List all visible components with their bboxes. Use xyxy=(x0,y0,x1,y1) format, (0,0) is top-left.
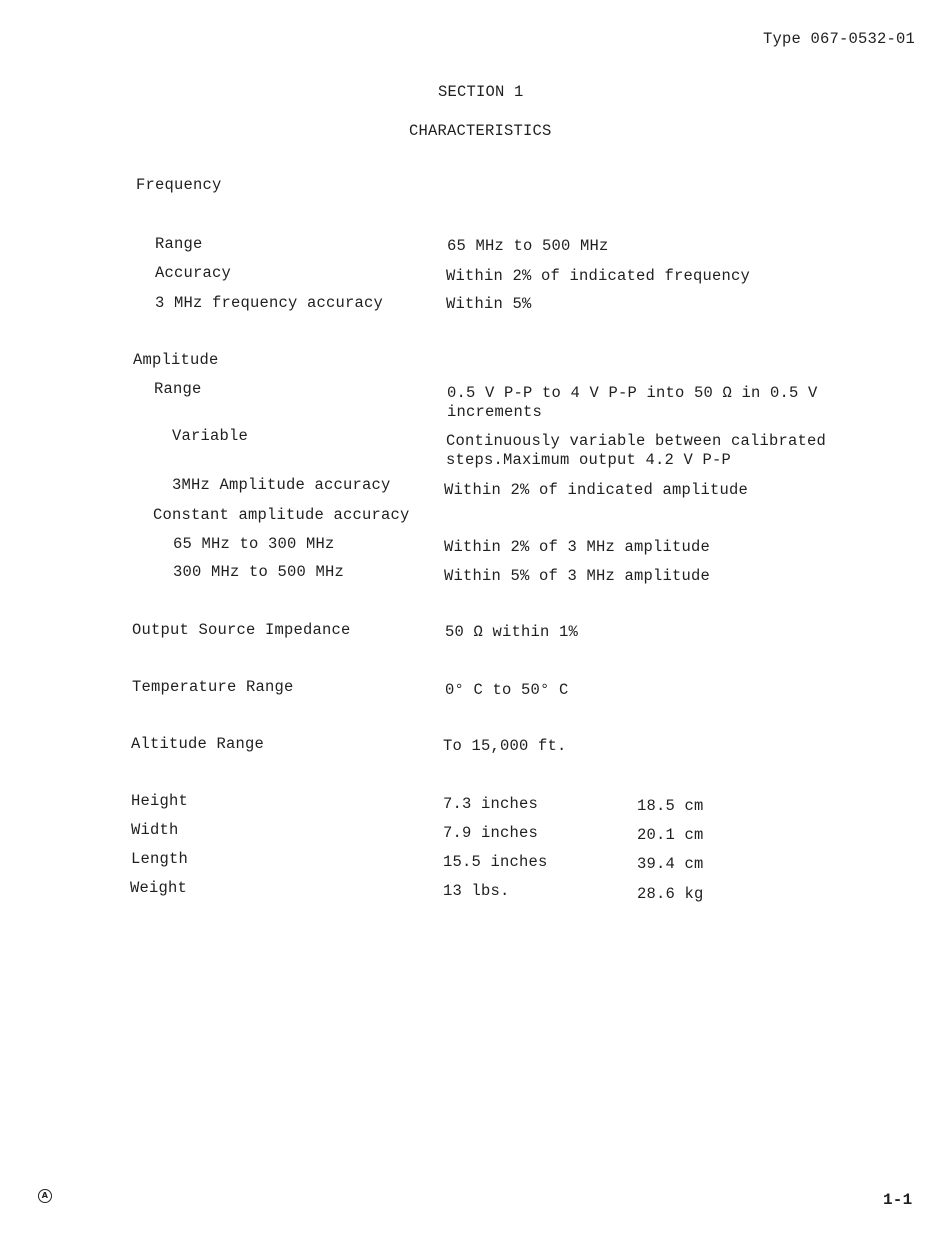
section-number: SECTION 1 xyxy=(438,83,524,101)
dimension-metric: 18.5 cm xyxy=(637,797,704,815)
frequency-accuracy-value: Within 2% of indicated frequency xyxy=(446,267,751,285)
band1-label: 65 MHz to 300 MHz xyxy=(173,535,335,553)
dimension-metric: 28.6 kg xyxy=(637,885,704,903)
amplitude-3mhz-accuracy-value: Within 2% of indicated amplitude xyxy=(444,481,749,499)
amplitude-variable-value: Continuously variable between calibrated steps.Maximum output 4.2 V P-P xyxy=(446,432,827,469)
amplitude-range-label: Range xyxy=(154,380,202,398)
dimension-metric: 39.4 cm xyxy=(637,855,704,873)
frequency-3mhz-label: 3 MHz frequency accuracy xyxy=(155,294,384,312)
dimension-label: Length xyxy=(131,850,189,868)
frequency-3mhz-value: Within 5% xyxy=(446,295,532,313)
page-number: 1-1 xyxy=(883,1191,913,1209)
publisher-logo-icon xyxy=(38,1185,52,1203)
frequency-accuracy-label: Accuracy xyxy=(155,264,232,282)
frequency-heading: Frequency xyxy=(136,176,222,194)
band1-value: Within 2% of 3 MHz amplitude xyxy=(444,538,711,556)
frequency-range-label: Range xyxy=(155,235,203,253)
band2-label: 300 MHz to 500 MHz xyxy=(173,563,345,581)
constant-amplitude-label: Constant amplitude accuracy xyxy=(153,506,410,524)
temperature-value: 0° C to 50° C xyxy=(445,681,569,699)
document-type: Type 067-0532-01 xyxy=(763,30,916,48)
logo-letter: A xyxy=(38,1189,52,1203)
impedance-value: 50 Ω within 1% xyxy=(445,623,579,641)
impedance-label: Output Source Impedance xyxy=(132,621,351,639)
dimension-label: Width xyxy=(131,821,179,839)
amplitude-heading: Amplitude xyxy=(133,351,219,369)
frequency-range-value: 65 MHz to 500 MHz xyxy=(447,237,609,255)
dimension-label: Weight xyxy=(130,879,188,897)
amplitude-3mhz-accuracy-label: 3MHz Amplitude accuracy xyxy=(172,476,391,494)
altitude-value: To 15,000 ft. xyxy=(443,737,567,755)
section-title: CHARACTERISTICS xyxy=(409,122,552,140)
dimension-imperial: 15.5 inches xyxy=(443,853,548,871)
amplitude-range-value: 0.5 V P-P to 4 V P-P into 50 Ω in 0.5 V increments xyxy=(447,384,818,421)
dimension-metric: 20.1 cm xyxy=(637,826,704,844)
band2-value: Within 5% of 3 MHz amplitude xyxy=(444,567,711,585)
amplitude-variable-label: Variable xyxy=(172,427,249,445)
dimension-imperial: 7.9 inches xyxy=(443,824,539,842)
dimension-imperial: 7.3 inches xyxy=(443,795,539,813)
temperature-label: Temperature Range xyxy=(132,678,294,696)
altitude-label: Altitude Range xyxy=(131,735,265,753)
dimension-label: Height xyxy=(131,792,189,810)
dimension-imperial: 13 lbs. xyxy=(443,882,510,900)
